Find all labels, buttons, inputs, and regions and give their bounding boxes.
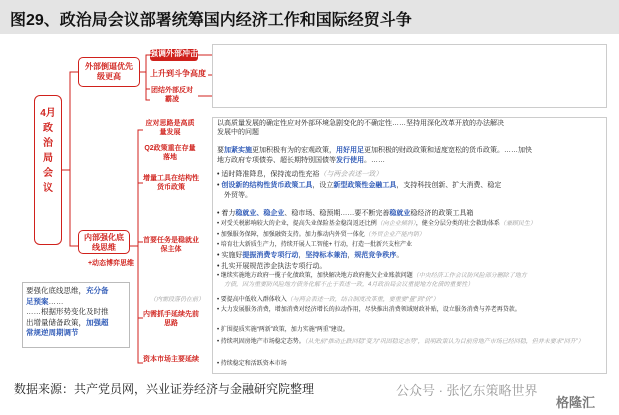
int-label-q2: Q2政策重在存量落地 <box>144 145 196 161</box>
external-priority-box <box>78 57 140 87</box>
int-r4-u: 继续实施地方政府一揽子化债政策，加快解决地方政府拖欠企业账款问题 <box>220 273 413 279</box>
int-r4-q: ， <box>347 252 355 259</box>
note-line3: ……根据形势变化及时推 <box>26 307 109 316</box>
note-line2: 足预案 <box>26 296 49 306</box>
int-r4-d: 稳就业 <box>389 210 411 217</box>
note-line5: 常规逆周期调节 <box>26 328 79 337</box>
int-r3-c: 创设新的结构性货币政策工具 <box>221 182 313 189</box>
int-r4-m: 实施好 <box>221 252 243 259</box>
ext-label-struggle: 上升到斗争高度 <box>148 69 208 81</box>
int-r3-a: 适时降准降息，保持流动性充裕 <box>221 171 320 178</box>
source-footer: 数据来源：共产党员网，兴业证券经济与金融研究院整理 <box>14 382 315 396</box>
int-r6-b: （从先前“推动止跌回稳”变为“巩固稳定态势”，说明政策认为目前房地产市场已经回稳，但并未要求“回升”） <box>304 339 584 345</box>
int-r4-n: 提振消费专项行动 <box>242 252 299 259</box>
int-r3-g: 外贸等。 <box>224 192 252 199</box>
int-r2-b: 加紧实施 <box>224 147 252 154</box>
int-r4-l: 培育壮大新质生产力，持续开展人工智能+ 行动，打造一批新兴支柱产业 <box>220 242 412 248</box>
int-r6-a: 持续巩固房地产市场稳定态势。 <box>220 339 305 345</box>
int-r2-c: 更加积极有为的宏观政策， <box>252 147 336 154</box>
internal-baseline-label: 内部强化底线思维 <box>84 233 124 252</box>
internal-dynamic-label: +动态博弈思维 <box>87 260 135 267</box>
int-r4-v: （中央经济工作会议防风险部分删除了地方 <box>412 273 527 279</box>
int-r4-t: 扎实开展规范涉企执法专项行动。 <box>221 263 327 270</box>
note-line2b: …… <box>48 296 64 306</box>
int-r4-i: （兼顾民生） <box>499 221 536 227</box>
int-r4-f: 对受关税影响较大的企业，提高失业保险基金稳岗返还比例 <box>220 221 377 227</box>
int-r3-d: ，设立 <box>312 182 334 189</box>
int-r5-d: 扩围提质实施“两新”政策，加力实施“两重”建设。 <box>220 327 349 333</box>
int-r4-e: 稳经济的政策工具箱 <box>410 210 474 217</box>
external-detail-box <box>212 44 607 108</box>
int-r2-e: 更加积极的财政政策和适度宽松的货币政策。……加快 <box>364 147 532 154</box>
ext-label-impact: 强调外部冲击 <box>150 49 198 61</box>
int-label-capital: 资本市场主要延续 <box>143 356 199 363</box>
int-r2-f: 地方政府专项债券、超长期特别国债等 <box>217 157 336 164</box>
int-label-employment: 首要任务是稳就业保主体 <box>143 237 199 253</box>
int-r1-line1: 以高质量发展的确定性应对外部环境急剧变化的不确定性……坚持用深化改革开放的办法解决 <box>217 120 504 127</box>
ext-label-unite: 团结外部反对霸凌 <box>151 87 193 103</box>
int-label-structural: 增量工具在结构性货币政策 <box>143 175 199 191</box>
int-r3-e: 新型政策性金融工具 <box>333 182 397 189</box>
external-priority-label: 外部倒逼优先级更高 <box>85 62 133 81</box>
note-line4b: 加强超 <box>86 317 109 327</box>
note-line1a: 要强化底线思维， <box>26 286 86 295</box>
internal-baseline-box <box>78 230 130 254</box>
page-title: 图29、政治局会议部署统筹国内经济工作和国际经贸斗争 <box>10 12 412 29</box>
int-r4-c: 、稳市场、稳预期……要不断完善 <box>284 210 390 217</box>
int-r3-b: （与两会表述一致） <box>319 171 383 178</box>
center-label: 4月政治局会议 <box>40 108 56 194</box>
int-r5-b: （与两会表述一致，结合制度改革重，要重要“量”到“价”） <box>286 297 439 303</box>
int-r4-r: 规范竞争秩序 <box>354 252 397 259</box>
int-r4-k: （外贸企业产能内销） <box>364 232 425 238</box>
int-r2-d: 用好用足 <box>336 147 364 154</box>
int-r2-a: 要 <box>217 147 224 154</box>
int-r2-g: 发行使用 <box>336 157 364 164</box>
int-r4-j: 加强服务保障，加强融资支持。加力推动内外贸一体化 <box>220 232 365 238</box>
int-r5-side: （内需段落仍在前） <box>150 297 205 303</box>
int-r4-a: 着力 <box>221 210 236 217</box>
int-r5-c: 大力发展服务消费，增加消费对经济增长的拉动作用，尽快推出消费领域财政补贴，设立服务消费与养老再贷款。 <box>220 307 521 313</box>
note-line4a: 出增量储备政策， <box>26 317 86 327</box>
int-r4-h: ，健全分层分类的社会救助体系 <box>415 221 500 227</box>
int-label-quality: 应对思路是高质量发展 <box>145 120 195 136</box>
int-r6-c: 持续稳定和活跃资本市场 <box>220 361 287 367</box>
int-r3-f: ，支持科技创新、扩大消费、稳定 <box>396 182 502 189</box>
int-r4-o: ， <box>298 252 306 259</box>
int-r4-p: 坚持标本兼治 <box>305 252 348 259</box>
int-r2-h: 。…… <box>364 157 385 164</box>
int-r4-g: （向企业倾斜） <box>376 221 416 227</box>
int-r4-w: 方债，因为重要防风险地方债务化解不止于表述一致，4月政治局会议重提地方化债的重要性） <box>224 282 474 288</box>
watermark: 公众号 · 张忆东策略世界 <box>396 383 538 398</box>
watermark-logo: 格隆汇 <box>556 395 596 410</box>
int-r4-s: 。 <box>396 252 404 259</box>
int-r1-line2: 发展中的问题 <box>217 129 259 136</box>
int-r5-a: 要提高中低收入群体收入 <box>220 297 287 303</box>
int-label-domestic: 内需抓手延续先前思路 <box>143 311 199 327</box>
note-line1b: 充分备 <box>86 286 109 295</box>
int-r4-b: 稳就业、稳企业 <box>235 210 285 217</box>
